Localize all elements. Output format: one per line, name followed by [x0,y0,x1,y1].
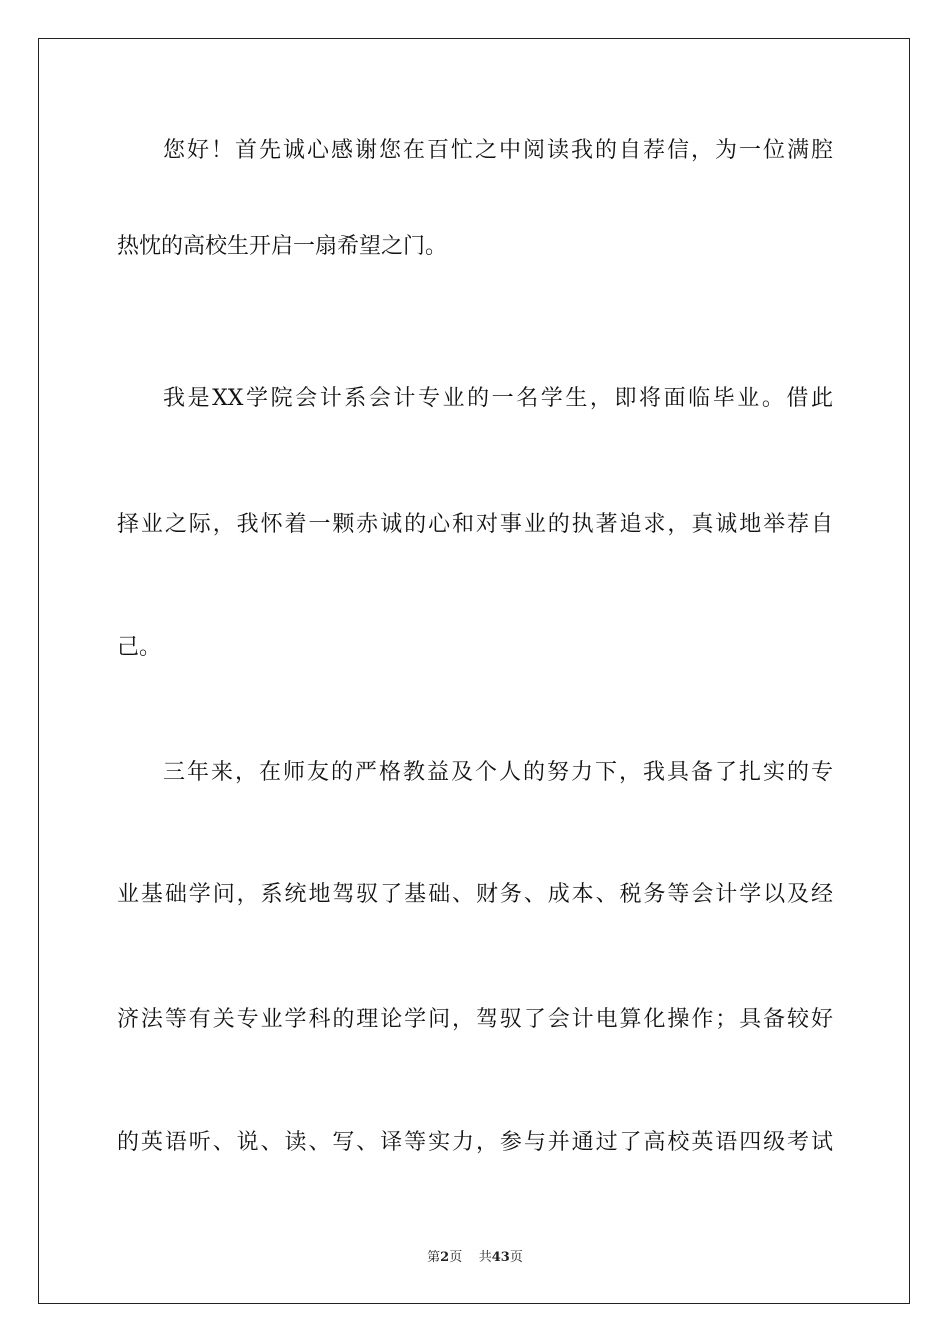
paragraph-1-line-1: 您好！首先诚心感谢您在百忙之中阅读我的自荐信，为一位满腔 [163,138,833,163]
paragraph-3-line-1: 三年来，在师友的严格教益及个人的努力下，我具备了扎实的专 [163,760,833,785]
page-border [38,38,910,1304]
page-footer [0,1246,950,1265]
paragraph-1-line-2: 热忱的高校生开启一扇希望之门。 [117,234,448,259]
paragraph-3-line-4: 的英语听、说、读、写、译等实力，参与并通过了高校英语四级考试 [117,1130,833,1155]
page-label-prefix: 第 [427,1250,441,1265]
total-pages: 43 [491,1250,510,1265]
total-label-suffix: 页 [509,1250,523,1265]
paragraph-3-line-3: 济法等有关专业学科的理论学问，驾驭了会计电算化操作；具备较好 [117,1007,833,1032]
paragraph-2-line-1: 我是XX学院会计系会计专业的一名学生，即将面临毕业。借此 [163,386,833,411]
paragraph-3-line-2: 业基础学问，系统地驾驭了基础、财务、成本、税务等会计学以及经 [117,882,833,907]
page-number: 2 [440,1250,450,1265]
paragraph-2-line-3: 己。 [117,635,162,660]
paragraph-2-line-2: 择业之际，我怀着一颗赤诚的心和对事业的执著追求，真诚地举荐自 [117,512,833,537]
page-label-suffix: 页 [449,1250,463,1265]
total-label-prefix: 共 [478,1250,492,1265]
